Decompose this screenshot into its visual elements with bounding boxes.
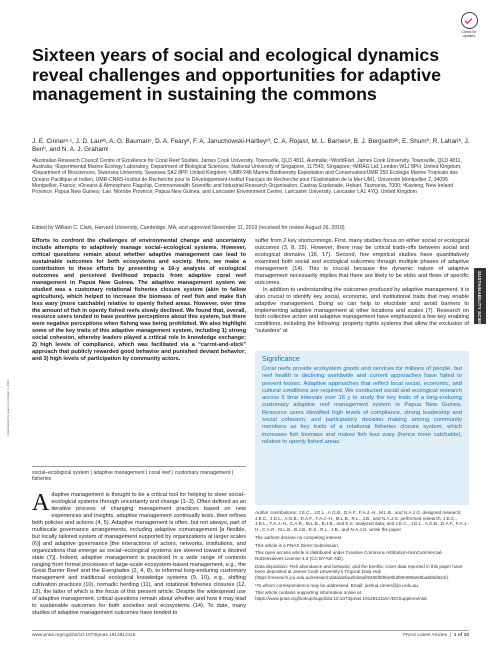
note-item: This article is a PNAS Direct Submission. xyxy=(255,542,339,548)
download-note-text: Downloaded by guest on October 3, 2020 xyxy=(6,380,10,436)
significance-text: Coral reefs provide ecosystem goods and services for millions of people, but reef health is declining worldwide and current approaches have failed to prevent losses. Adaptive approaches that reflect local social, economic, and cultural conditions are required. We conducted social and ecological research across 5 time intervals over 16 y to study the key traits of a long-enduring customary adaptive reef management system in Papua New Guinea. Resource users identified high levels of compliance, strong leadership and social cohesion, and participatory decision making among community members as key traits of a rotational fisheries closure system, which increases fish biomass and makes fish less wary (hence more catchable), relative to openly fished areas. xyxy=(262,366,462,445)
article-title: Sixteen years of social and ecological dynamics reveal challenges and opportunities for adaptive management in sustaining the commons xyxy=(32,45,442,104)
intro-text-left: daptive management is thought to be a critical tool for helping to steer social–ecological systems through uncertainty and change (1–3). Often defined as an iterative process of changing management practices based on new experiences and insights, adaptive management continually tests, then refines both policies and actions (4, 5). Adaptive management is often, but not always, part of multiscale governance arrangements, including adaptive comanagement [a flexible, but locally tailored system of management supported by organizations at larger scales (6)] and adaptive governance [the interactions of actors, networks, institutions, and organizations that emerge as social–ecological systems are steered toward a desired state (7)]. Indeed, adaptive management is practiced in a wide range of contexts ranging from formal processes of large-scale ecosystem-based management, e.g., the Great Barrier Reef and the Everglades (2, 4, 8), to informal long-enduring customary management and traditional ecological knowledge systems (9, 10), e.g., shifting cultivation practices (10), nomadic herding (11), and rotational fisheries closures (12, 13), the latter of which is the focus of this present article. Despite the widespread use of adaptive management, critical questions remain about whether and how it may lead to sustainable outcomes for both societies and ecosystems (14). To date, many studies of adaptive management outcomes have tended to xyxy=(32,492,246,617)
note-item: Author contributions: J.E.C., J.D.L., A.G.B., D.A.F., F.A.J.-H., M.L.B., and N.A.J.G. designed research; J.E.C., J.D.L., A.G.B., D.A.F., F.A.J.-H., M.L.B., R.L., J.B., and N.A.J.G. performed research; J.E.C., J.D.L., F.A.J.-H., C.A.R., M.L.B., B.J.B., and E.S. analyzed data; and J.E.C., J.D.L., A.G.B., D.A.F., F.A.J.-H., C.A.R., M.L.B., B.J.B., E.S., R.L., J.B., and N.A.J.G. wrote the paper. xyxy=(255,510,469,533)
section-tab xyxy=(474,268,486,333)
intro-paragraph-1: suffer from 2 key shortcomings. First, many studies focus on either social or ecological outcomes (3, 8, 15). However, there may be critical trade-offs between social and ecological domains (16, 17). Second, few empirical studies have quantitatively examined both social and ecological outcomes through multiple phases of adaptive management (14). This is crucial because the dynamic nature of adaptive management necessarily implies that there are likely to be ebbs and flows of specific outcomes. xyxy=(255,238,469,286)
note-item[interactable]: This article contains supporting information online at https://www.pnas.org/lookup/suppl/doi:10.1073/pnas.1914812116/-/DCSupplemental. xyxy=(255,590,428,602)
page-number: 1 of 10 xyxy=(453,633,469,638)
edited-by-line: Edited by William C. Clark, Harvard University, Cambridge, MA, and approved November 11, 2019 (received for review August 26, 2019) xyxy=(32,225,345,231)
footer-journal-page: PNAS Latest Articles | 1 of 10 xyxy=(402,633,469,638)
note-item: The authors declare no competing interest. xyxy=(255,534,343,540)
note-item[interactable]: ¹To whom correspondence may be addressed. Email: joshua.cinner@jcu.edu.au. xyxy=(255,582,420,588)
check-updates-label: Check for updates xyxy=(461,30,477,38)
doi-link[interactable]: www.pnas.org/cgi/doi/10.1073/pnas.1914812116 xyxy=(32,633,136,638)
note-item[interactable]: Data deposition: Fish abundance and behavior, and the benthic cover data reported in this paper have been deposited at James Cook University’s Tropical Data Hub (https://research.jcu.edu.au/researchdata/default/detail/5286f5f8be9b2f894995e65ba5b6d624/). xyxy=(255,563,463,581)
keywords: social–ecological system | adaptive management | coral reef | customary management | fisheries xyxy=(32,466,246,483)
intro-column-right xyxy=(255,238,469,335)
affiliations: ᵃAustralian Research Council Centre of Excellence for Coral Reef Studies, James Cook University, Townsville, QLD 4811, Australia; ᵇWorldFish, James Cook University, Townsville, QLD 4811, Australia; ᶜExperimental Marine Ecology Laboratory, Department of Biological Sciences, National University of Singapore, 117543, Singapore; ᵈMRAG Ltd, London W1J 8PH, United Kingdom; ᵉDepartment of Biosciences, Swansea University, Swansea SA2 8PP, United Kingdom; ᶠUMR 248 Marine Biodiversity Exploitation and Conservation/UMR 250 Ecologie Marine Tropicale des Oceans Pacifique et Indien, UMR-CNRS-Institut de Recherche pour le Développement-Institut Français de Recherche pour l’Exploitation de la Mer-UM1, Université Montpellier 2, 34095 Montpellier, France; ᵍOceans & Atmosphere Flagship, Commonwealth Scientific and Industrial Research Organisation, Castray Esplanade, Hobart, Tasmania, 7000; ʰKavieng, New Ireland Province, Papua New Guinea; ⁱLae, Morobe Province, Papua New Guinea; and ʲLancaster Environment Centre, Lancaster University, Lancaster LA1 4YQ, United Kingdom xyxy=(32,158,462,196)
intro-column-left xyxy=(32,492,246,617)
author-list: J. E. Cinnerᵃ·¹, J. D. Lauᵃᵇ, A. G. Baumanᶜ, D. A. Fearyᵈ, F. A. Januchowski-Hartleyᵉᶠ, C. A. Rojasᵍ, M. L. Barnesᵃ, B. J. Bergsethᵃᵇ, E. Shumʰ, R. Lahariʰ, J. Benʰ, and N. A. J. Grahamʲ xyxy=(32,138,470,153)
significance-heading: Significance xyxy=(262,356,300,363)
drop-cap: A xyxy=(32,490,50,516)
significance-box xyxy=(255,351,469,505)
section-tab-label: SUSTAINABILITY SCIENCE xyxy=(477,271,482,333)
check-updates-icon xyxy=(461,12,478,29)
abstract: Efforts to confront the challenges of environmental change and uncertainty include attempts to adaptively manage social–ecological systems. However, critical questions remain about whether adaptive management can lead to sustainable outcomes for both ecosystems and society. Here, we make a contribution to these efforts by presenting a 16-y analysis of ecological outcomes and perceived livelihood impacts from adaptive coral reef management in Papua New Guinea. The adaptive management system we studied was a customary rotational fisheries closure system (akin to fallow agriculture), which helped to increase the biomass of reef fish and make fish less wary (more catchable) relative to openly fished areas. However, over time the amount of fish in openly fished reefs slowly declined. We found that, overall, resource users tended to have positive perceptions about this system, but there were negative perceptions when fishing was being prohibited. We also highlight some of the key traits of this adaptive management system, including 1) strong social cohesion, whereby leaders played a critical role in knowledge exchange; 2) high levels of compliance, which was facilitated via a “carrot-and-stick” approach that publicly rewarded good behavior and punished deviant behavior; and 3) high levels of participation by community actors. xyxy=(32,238,246,363)
page-footer xyxy=(32,630,469,638)
check-for-updates-badge[interactable] xyxy=(455,12,483,40)
intro-paragraph-2: In addition to understanding the outcomes produced by adaptive management, it is also crucial to identify key social, economic, and institutional traits that may enable adaptive management. Doing so can help to elucidate and avoid barriers to implementing adaptive management at other locations and scales (7). Research on both collective action and adaptive management have emphasized a few key enabling conditions, including the following: property rights systems that allow the exclusion of “outsiders” at xyxy=(255,286,469,335)
journal-label: PNAS Latest Articles xyxy=(402,633,448,638)
download-sidebar-note xyxy=(6,380,12,638)
note-item[interactable]: This open access article is distributed under Creative Commons Attribution-NonCommercial-NoDerivatives License 4.0 (CC BY-NC-ND). xyxy=(255,550,443,561)
article-notes xyxy=(255,510,469,604)
